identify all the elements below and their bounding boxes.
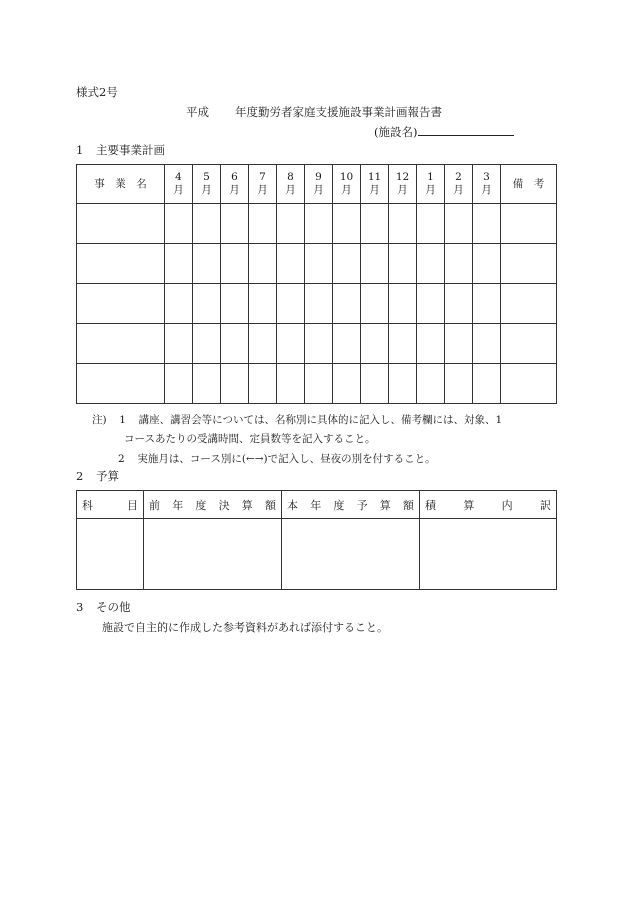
plan-remarks-cell[interactable] xyxy=(501,364,557,404)
document-title xyxy=(186,104,442,120)
plan-month-cell[interactable] xyxy=(417,364,445,404)
plan-month-cell[interactable] xyxy=(249,204,277,244)
section3-number: 3 xyxy=(76,600,84,614)
section1-label: 主要事業計画 xyxy=(96,143,165,157)
month-header: 9 月 xyxy=(305,165,333,204)
plan-row xyxy=(77,324,557,364)
plan-month-cell[interactable] xyxy=(193,244,221,284)
facility-label: (施設名) xyxy=(374,125,418,139)
section2-number: 2 xyxy=(76,469,84,483)
plan-month-cell[interactable] xyxy=(165,284,193,324)
plan-month-cell[interactable] xyxy=(277,204,305,244)
plan-month-cell[interactable] xyxy=(277,244,305,284)
plan-month-cell[interactable] xyxy=(417,244,445,284)
plan-month-cell[interactable] xyxy=(361,324,389,364)
plan-business-cell[interactable] xyxy=(77,204,165,244)
budget-body-row xyxy=(77,519,557,590)
plan-month-cell[interactable] xyxy=(165,364,193,404)
plan-month-cell[interactable] xyxy=(305,284,333,324)
section1-heading xyxy=(76,142,165,158)
plan-month-cell[interactable] xyxy=(305,324,333,364)
budget-header-item xyxy=(77,491,144,519)
plan-month-cell[interactable] xyxy=(361,364,389,404)
month-header: 6 月 xyxy=(221,165,249,204)
budget-header-row xyxy=(77,491,557,519)
form-number: 様式2号 xyxy=(76,85,118,99)
month-header: 10 月 xyxy=(333,165,361,204)
budget-header-breakdown xyxy=(420,491,557,519)
plan-month-cell[interactable] xyxy=(165,324,193,364)
budget-cell[interactable] xyxy=(420,519,557,590)
budget-cell[interactable] xyxy=(77,519,144,590)
budget-header-prev xyxy=(144,491,282,519)
plan-month-cell[interactable] xyxy=(165,244,193,284)
budget-header-item-label: 科 目 xyxy=(82,498,138,512)
section3-label: その他 xyxy=(96,600,131,614)
plan-month-cell[interactable] xyxy=(249,364,277,404)
note-1 xyxy=(92,412,502,427)
plan-month-cell[interactable] xyxy=(193,204,221,244)
plan-month-cell[interactable] xyxy=(473,244,501,284)
plan-remarks-cell[interactable] xyxy=(501,284,557,324)
plan-business-cell[interactable] xyxy=(77,364,165,404)
section2-heading xyxy=(76,468,119,484)
title-main: 年度勤労者家庭支援施設事業計画報告書 xyxy=(235,105,442,119)
plan-month-cell[interactable] xyxy=(445,284,473,324)
month-header: 5 月 xyxy=(193,165,221,204)
title-era: 平成 xyxy=(186,105,209,119)
plan-business-cell[interactable] xyxy=(77,244,165,284)
plan-month-cell[interactable] xyxy=(417,204,445,244)
budget-header-prev-label: 前 年 度 決 算 額 xyxy=(149,498,276,512)
facility-name-blank xyxy=(418,123,514,136)
plan-month-cell[interactable] xyxy=(221,324,249,364)
plan-month-cell[interactable] xyxy=(193,324,221,364)
plan-month-cell[interactable] xyxy=(445,204,473,244)
plan-month-cell[interactable] xyxy=(221,284,249,324)
plan-month-cell[interactable] xyxy=(445,364,473,404)
plan-month-cell[interactable] xyxy=(361,204,389,244)
month-header: 1 月 xyxy=(417,165,445,204)
section2-label: 予算 xyxy=(96,469,119,483)
month-header: 8 月 xyxy=(277,165,305,204)
plan-business-cell[interactable] xyxy=(77,284,165,324)
plan-month-cell[interactable] xyxy=(305,204,333,244)
plan-month-cell[interactable] xyxy=(473,284,501,324)
plan-header-business xyxy=(77,165,165,204)
section3-text: 施設で自主的に作成した参考資料があれば添付すること。 xyxy=(102,621,388,634)
plan-month-cell[interactable] xyxy=(333,284,361,324)
budget-header-breakdown-label: 積 算 内 訳 xyxy=(425,498,551,512)
note-2-number: 2 xyxy=(118,453,125,465)
plan-row xyxy=(77,204,557,244)
plan-month-cell[interactable] xyxy=(417,324,445,364)
plan-row xyxy=(77,284,557,324)
month-header: 3 月 xyxy=(473,165,501,204)
plan-month-cell[interactable] xyxy=(473,364,501,404)
section3-heading xyxy=(76,599,131,615)
plan-month-cell[interactable] xyxy=(249,324,277,364)
plan-month-cell[interactable] xyxy=(389,364,417,404)
plan-month-cell[interactable] xyxy=(305,244,333,284)
plan-month-cell[interactable] xyxy=(249,244,277,284)
plan-month-cell[interactable] xyxy=(333,204,361,244)
plan-header-business-label: 事 業 名 xyxy=(94,177,147,190)
plan-month-cell[interactable] xyxy=(193,364,221,404)
plan-month-cell[interactable] xyxy=(445,244,473,284)
plan-month-cell[interactable] xyxy=(333,244,361,284)
plan-header-remarks xyxy=(501,165,557,204)
plan-business-cell[interactable] xyxy=(77,324,165,364)
month-header: 4 月 xyxy=(165,165,193,204)
plan-month-cell[interactable] xyxy=(389,284,417,324)
plan-month-cell[interactable] xyxy=(389,324,417,364)
plan-month-cell[interactable] xyxy=(417,284,445,324)
plan-month-cell[interactable] xyxy=(221,364,249,404)
plan-month-cell[interactable] xyxy=(277,284,305,324)
business-plan-table xyxy=(76,164,557,404)
budget-header-curr-label: 本 年 度 予 算 額 xyxy=(287,498,414,512)
plan-month-cell[interactable] xyxy=(221,244,249,284)
plan-header-remarks-label: 備 考 xyxy=(512,177,545,190)
plan-month-cell[interactable] xyxy=(445,324,473,364)
note-1-line1: 講座、講習会等については、名称別に具体的に記入し、備考欄には、対象、1 xyxy=(138,414,503,426)
note-1-line2: コースあたりの受講時間、定員数等を記入すること。 xyxy=(124,433,376,445)
note-2 xyxy=(118,451,436,466)
month-header: 11 月 xyxy=(361,165,389,204)
plan-month-cell[interactable] xyxy=(361,284,389,324)
plan-remarks-cell[interactable] xyxy=(501,324,557,364)
plan-remarks-cell[interactable] xyxy=(501,204,557,244)
plan-month-cell[interactable] xyxy=(165,204,193,244)
note-2-text: 実施月は、コース別に(←→)で記入し、昼夜の別を付すること。 xyxy=(137,453,436,465)
month-header: 2 月 xyxy=(445,165,473,204)
plan-month-cell[interactable] xyxy=(333,324,361,364)
plan-month-cell[interactable] xyxy=(277,324,305,364)
plan-month-cell[interactable] xyxy=(249,284,277,324)
section1-number: 1 xyxy=(76,143,84,157)
plan-month-cell[interactable] xyxy=(305,364,333,404)
month-header: 12 月 xyxy=(389,165,417,204)
plan-month-cell[interactable] xyxy=(333,364,361,404)
note-1-number: 1 xyxy=(119,414,126,426)
budget-cell[interactable] xyxy=(282,519,420,590)
plan-month-cell[interactable] xyxy=(473,324,501,364)
facility-name-field xyxy=(374,123,514,140)
month-header: 7 月 xyxy=(249,165,277,204)
plan-month-cell[interactable] xyxy=(277,364,305,404)
note-prefix: 注) xyxy=(92,414,107,426)
plan-row xyxy=(77,244,557,284)
plan-month-cell[interactable] xyxy=(221,204,249,244)
plan-month-cell[interactable] xyxy=(389,204,417,244)
plan-row xyxy=(77,364,557,404)
plan-remarks-cell[interactable] xyxy=(501,244,557,284)
budget-table xyxy=(76,490,557,590)
plan-month-cell[interactable] xyxy=(389,244,417,284)
plan-month-cell[interactable] xyxy=(193,284,221,324)
budget-header-curr xyxy=(282,491,420,519)
plan-month-cell[interactable] xyxy=(361,244,389,284)
plan-month-cell[interactable] xyxy=(473,204,501,244)
budget-cell[interactable] xyxy=(144,519,282,590)
plan-header-row xyxy=(77,165,557,204)
